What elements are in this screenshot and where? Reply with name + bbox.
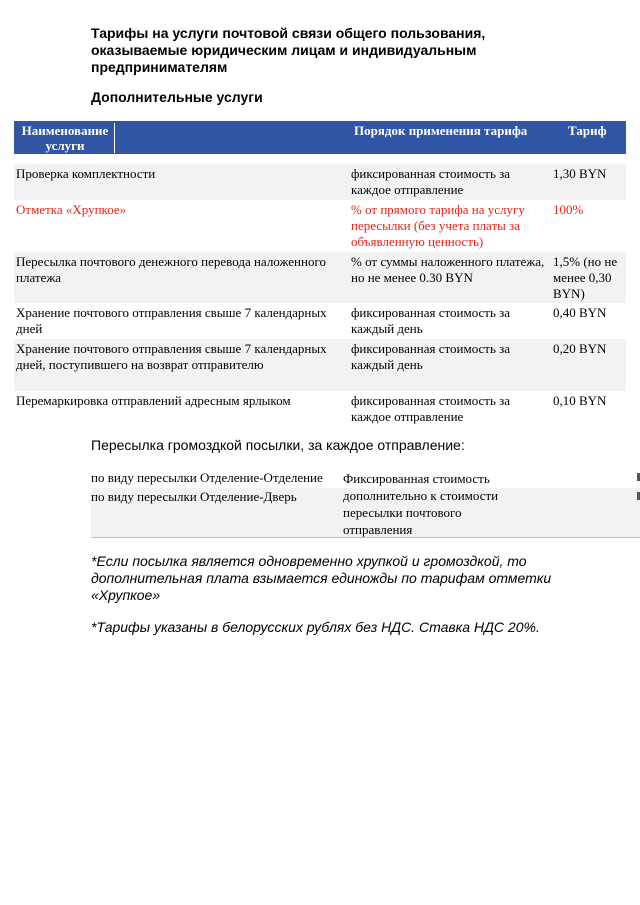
header-name: Наименование услуги	[16, 123, 116, 153]
note-vat: *Тарифы указаны в белорусских рублях без НДС. Ставка НДС 20%.	[91, 619, 540, 635]
section-title: Дополнительные услуги	[91, 89, 263, 105]
page-title: Тарифы на услуги почтовой связи общего пользования, оказываемые юридическим лицам и индивидуальным предпринимателям	[91, 25, 486, 75]
row-rule: % от прямого тарифа на услугу пересылки (без учета платы за объявленную ценность)	[351, 202, 525, 249]
row-tariff: 0,40 BYN	[553, 305, 607, 320]
row-rule: фиксированная стоимость за каждое отправление	[351, 393, 511, 424]
bulky-row-name: по виду пересылки Отделение-Отделение	[91, 470, 323, 485]
row-tariff: 1,5% (но не менее 0,30 BYN)	[553, 254, 618, 301]
row-name: Перемаркировка отправлений адресным ярлыком	[16, 393, 291, 408]
header-tariff: Тариф	[568, 123, 607, 138]
row-rule: фиксированная стоимость за каждый день	[351, 341, 511, 372]
table-row	[14, 339, 626, 391]
row-tariff: 0,20 BYN	[553, 341, 607, 356]
row-tariff: 100%	[553, 202, 584, 217]
bulky-title: Пересылка громоздкой посылки, за каждое отправление:	[91, 437, 465, 453]
bulky-row-name: по виду пересылки Отделение-Дверь	[91, 489, 297, 504]
row-name: Хранение почтового отправления свыше 7 календарных дней	[16, 305, 327, 336]
table-row	[14, 252, 626, 303]
row-rule: фиксированная стоимость за каждое отправление	[351, 166, 511, 197]
row-name: Отметка «Хрупкое»	[16, 202, 127, 217]
header-rule: Порядок применения тарифа	[354, 123, 528, 138]
table-header	[14, 121, 626, 154]
row-tariff: 0,10 BYN	[553, 393, 607, 408]
row-name: Пересылка почтового денежного перевода наложенного платежа	[16, 254, 326, 285]
divider	[91, 537, 640, 538]
tariff-table	[14, 121, 626, 427]
table-row	[14, 303, 626, 339]
note-fragile: *Если посылка является одновременно хрупкой и громоздкой, то дополнительная плата взымается единожды по тарифам отметки «Хрупкое»	[91, 553, 552, 603]
table-row	[14, 164, 626, 200]
row-name: Хранение почтового отправления свыше 7 календарных дней, поступившего на возврат отправителю	[16, 341, 327, 372]
table-row	[14, 391, 626, 427]
row-rule: % от суммы наложенного платежа, но не менее 0.30 BYN	[351, 254, 545, 285]
bulky-rule: Фиксированная стоимость дополнительно к стоимости пересылки почтового отправления	[343, 471, 499, 537]
row-tariff: 1,30 BYN	[553, 166, 607, 181]
row-rule: фиксированная стоимость за каждый день	[351, 305, 511, 336]
row-name: Проверка комплектности	[16, 166, 156, 181]
table-row	[14, 200, 626, 252]
